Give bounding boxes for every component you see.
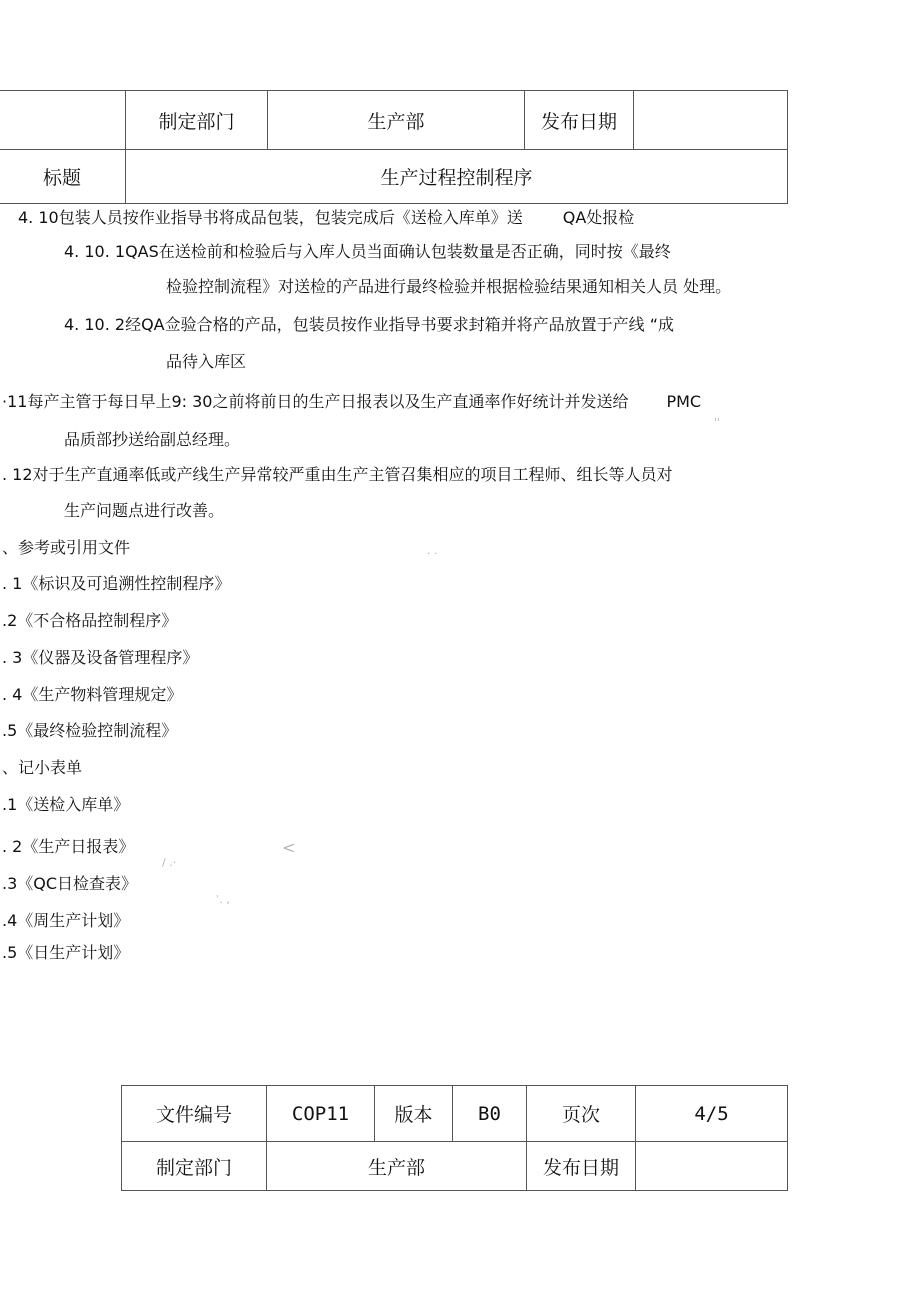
list-item: .5《日生产计划》 — [2, 943, 130, 962]
list-item: . 1《标识及可追溯性控制程序》 — [2, 574, 231, 593]
header-blank-cell — [0, 91, 126, 150]
body-line: 4. 10包装人员按作业指导书将成品包装，包装完成后《送检入库单》送 QA处报检 — [18, 208, 635, 227]
scan-speck: < — [282, 838, 296, 857]
footer-date-value — [636, 1142, 788, 1191]
header-table — [0, 90, 788, 204]
list-item: . 4《生产物料管理规定》 — [2, 685, 183, 704]
header-dept-value: 生产部 — [268, 91, 525, 150]
footer-version-value: B0 — [453, 1086, 527, 1142]
body-line: 检验控制流程》对送检的产品进行最终检验并根据检验结果通知相关人员 处理。 — [166, 277, 732, 296]
body-line: 品待入库区 — [166, 352, 247, 371]
header-date-value — [634, 91, 788, 150]
header-dept-label: 制定部门 — [126, 91, 268, 150]
body-line: ·11每产主管于每日早上9: 30之前将前日的生产日报表以及生产直通率作好统计并发送给 PMC — [2, 392, 702, 411]
footer-table — [121, 1085, 788, 1191]
footer-version-label: 版本 — [375, 1086, 453, 1142]
scan-speck: '' — [714, 416, 721, 429]
list-item: .1《送检入库单》 — [2, 795, 130, 814]
footer-dept-label: 制定部门 — [122, 1142, 267, 1191]
footer-docno-value: COP11 — [267, 1086, 375, 1142]
scan-speck: ʾ. , — [216, 893, 230, 906]
section-heading: 、记小表单 — [2, 758, 83, 777]
body-line: . 12对于生产直通率低或产线生产异常较严重由生产主管召集相应的项目工程师、组长等人员对 — [2, 465, 673, 484]
body-line: 4. 10. 2经QA佥验合格的产品，包装员按作业指导书要求封箱并将产品放置于产线 “成 — [64, 315, 674, 334]
footer-date-label: 发布日期 — [527, 1142, 636, 1191]
header-title-label: 标题 — [0, 150, 126, 204]
scan-speck: . . — [427, 544, 438, 557]
footer-page-label: 页次 — [527, 1086, 636, 1142]
header-date-label: 发布日期 — [525, 91, 634, 150]
body-line: 生产问题点进行改善。 — [64, 501, 225, 520]
footer-dept-value: 生产部 — [267, 1142, 527, 1191]
footer-docno-label: 文件编号 — [122, 1086, 267, 1142]
body-line: 品质部抄送给副总经理。 — [64, 430, 241, 449]
header-title-value: 生产过程控制程序 — [126, 150, 788, 204]
list-item: .2《不合格品控制程序》 — [2, 611, 178, 630]
section-heading: 、参考或引用文件 — [2, 538, 131, 557]
list-item: . 3《仪器及设备管理程序》 — [2, 648, 199, 667]
list-item: .3《QC日检查表》 — [2, 874, 138, 893]
scan-speck: / .· — [162, 856, 177, 869]
list-item: . 2《生产日报表》 — [2, 837, 135, 856]
body-line: 4. 10. 1QAS在送检前和检验后与入库人员当面确认包装数量是否正确，同时按《最终 — [64, 242, 671, 261]
list-item: .5《最终检验控制流程》 — [2, 721, 178, 740]
footer-page-value: 4/5 — [636, 1086, 788, 1142]
list-item: .4《周生产计划》 — [2, 911, 130, 930]
